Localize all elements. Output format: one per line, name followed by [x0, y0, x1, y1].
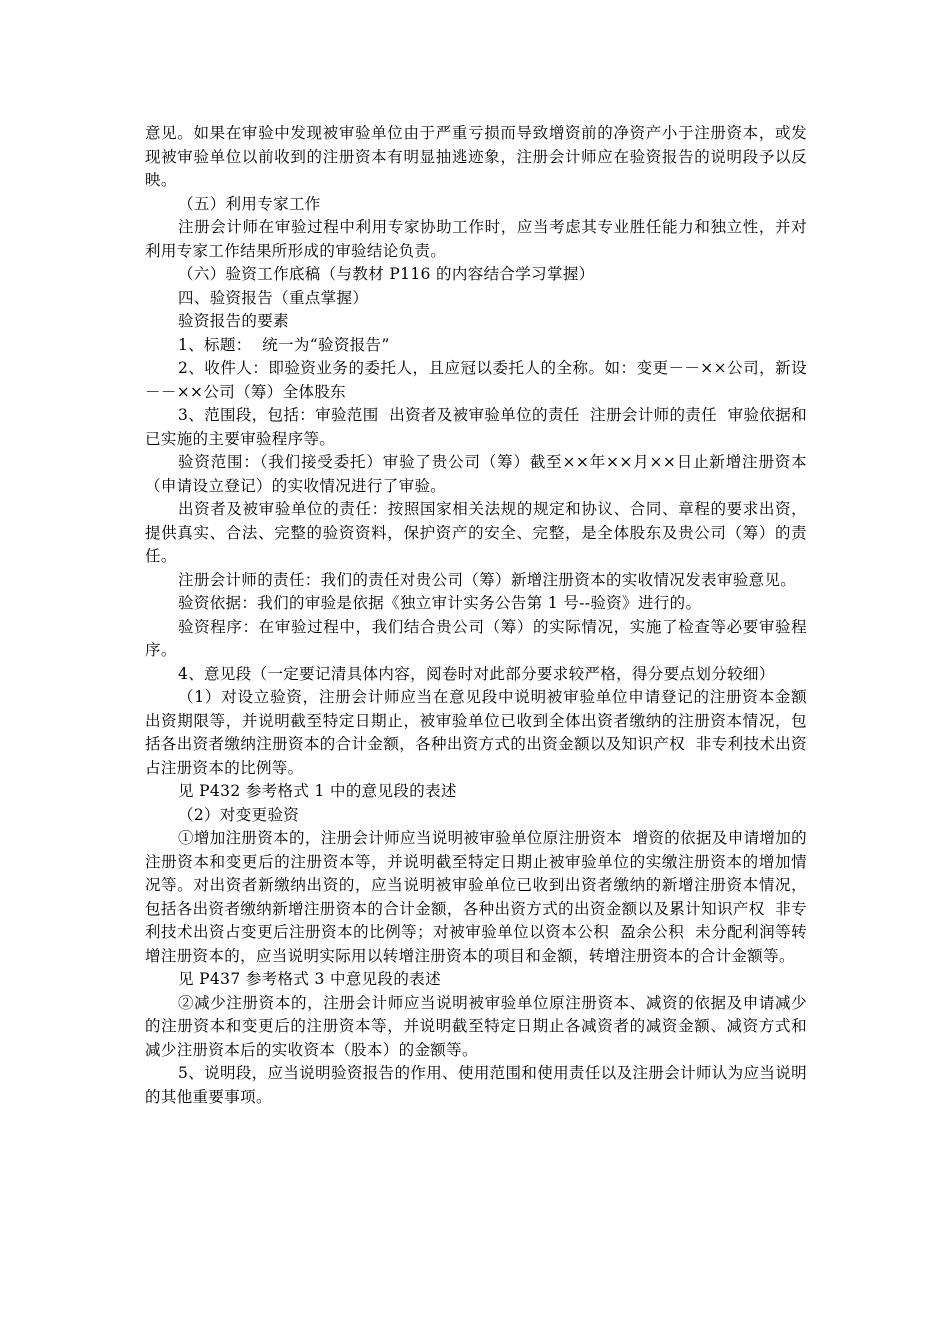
document-body [145, 122, 818, 1109]
paragraph: 验资依据：我们的审验是依据《独立审计实务公告第 1 号--验资》进行的。 [178, 594, 702, 612]
section-heading: 四、验资报告（重点掌握） [178, 288, 369, 307]
section-heading: （六）验资工作底稿（与教材 P116 的内容结合学习掌握） [178, 265, 595, 283]
paragraph: 意见。如果在审验中发现被审验单位由于严重亏损而导致增资前的净资产小于注册资本，或发现被审验单位以前收到的注册资本有明显抽逃迹象，注册会计师应在验资报告的说明段予以反映。 [145, 124, 807, 189]
paragraph: 注册会计师在审验过程中利用专家协助工作时，应当考虑其专业胜任能力和独立性，并对利用专家工作结果所形成的审验结论负责。 [145, 218, 807, 260]
section-heading: （五）利用专家工作 [178, 194, 321, 213]
list-item: 1、标题： 统一为“验资报告” [178, 335, 390, 354]
list-item: 5、说明段，应当说明验资报告的作用、使用范围和使用责任以及注册会计师认为应当说明的其他重要事项。 [145, 1064, 807, 1106]
list-item: 4、意见段（一定要记清具体内容，阅卷时对此部分要求较严格，得分要点划分较细） [178, 664, 775, 683]
list-item: 2、收件人：即验资业务的委托人，且应冠以委托人的全称。如：变更－－××公司，新设－－××公司（筹）全体股东 [145, 359, 807, 401]
reference-note: 见 P432 参考格式 1 中的意见段的表述 [178, 782, 457, 800]
paragraph: 验资程序：在审验过程中，我们结合贵公司（筹）的实际情况，实施了检查等必要审验程序。 [145, 617, 807, 659]
subheading: 验资报告的要素 [178, 312, 289, 330]
paragraph: 验资范围：（我们接受委托）审验了贵公司（筹）截至××年××月××日止新增注册资本（申请设立登记）的实收情况进行了审验。 [145, 453, 807, 495]
paragraph: 注册会计师的责任：我们的责任对贵公司（筹）新增注册资本的实收情况发表审验意见。 [178, 570, 797, 589]
paragraph: ②减少注册资本的，注册会计师应当说明被审验单位原注册资本、减资的依据及申请减少的注册资本和变更后的注册资本等，并说明截至特定日期止各减资者的减资金额、减资方式和减少注册资本后的实收资本（股本）的金额等。 [145, 993, 807, 1059]
paragraph: （1）对设立验资，注册会计师应当在意见段中说明被审验单位申请登记的注册资本金额 出资期限等，并说明截至特定日期止，被审验单位已收到全体出资者缴纳的注册资本情况，包括各出资者缴纳注册资本的合计金额，各种出资方式的出资金额以及知识产权 非专利技术出资占注册资本的比例等。 [145, 688, 818, 777]
list-item: 3、范围段，包括：审验范围 出资者及被审验单位的责任 注册会计师的责任 审验依据和已实施的主要审验程序等。 [145, 406, 807, 448]
subheading: （2）对变更验资 [178, 805, 300, 824]
paragraph: ①增加注册资本的，注册会计师应当说明被审验单位原注册资本 增资的依据及申请增加的注册资本和变更后的注册资本等，并说明截至特定日期止被审验单位的实缴注册资本的增加情况等。对出资者新缴纳出资的，应当说明被审验单位已收到出资者缴纳的新增注册资本情况，包括各出资者缴纳新增注册资本的合计金额，各种出资方式的出资金额以及累计知识产权 非专利技术出资占变更后注册资本的比例等；对被审验单位以资本公积 盈余公积 未分配利润等转增注册资本的，应当说明实际用以转增注册资本的项目和金额，转增注册资本的合计金额等。 [145, 829, 807, 965]
reference-note: 见 P437 参考格式 3 中意见段的表述 [178, 970, 441, 988]
paragraph: 出资者及被审验单位的责任：按照国家相关法规的规定和协议、合同、章程的要求出资，提供真实、合法、完整的验资资料，保护资产的安全、完整，是全体股东及贵公司（筹）的责任。 [145, 500, 807, 565]
